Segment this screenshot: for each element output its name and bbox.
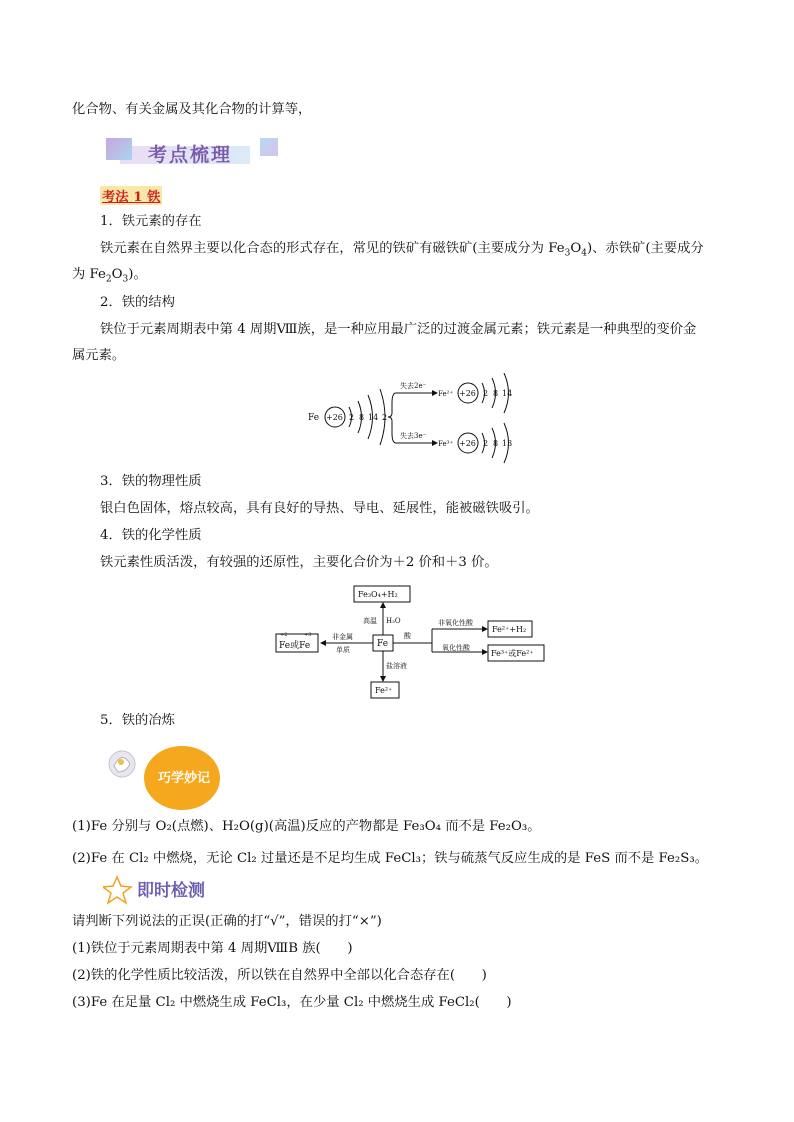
fe-nucleus: +26 — [326, 413, 343, 422]
lose-2e-label: 失去2e⁻ — [400, 382, 427, 390]
left-condition-top: 非金属 — [332, 633, 353, 641]
svg-text:2: 2 — [483, 389, 489, 398]
top-condition-left: 高温 — [363, 617, 377, 625]
section2-heading: 2．铁的结构 — [100, 295, 175, 310]
right-top-product-box: Fe²⁺+H₂ — [492, 625, 527, 634]
section2-paragraph-line1: 铁位于元素周期表中第 4 周期Ⅷ族，是一种应用最广泛的过渡金属元素；铁元素是一种典型的变价金 — [100, 322, 697, 337]
bottom-condition: 盐溶液 — [386, 662, 407, 670]
bottom-product-box: Fe²⁺ — [375, 686, 393, 695]
svg-text:2: 2 — [349, 413, 355, 422]
svg-text:+26: +26 — [459, 389, 476, 398]
check-question-1: (1)铁位于元素周期表中第 4 周期ⅧB 族( ) — [72, 941, 353, 956]
left-condition-bottom: 单质 — [336, 646, 350, 654]
svg-text:14: 14 — [368, 413, 379, 422]
section3-paragraph: 银白色固体，熔点较高，具有良好的导热、导电、延展性，能被磁铁吸引。 — [100, 501, 539, 516]
svg-text:+26: +26 — [459, 439, 476, 448]
check-instruction: 请判断下列说法的正误(正确的打“√”，错误的打“×”) — [72, 914, 382, 929]
fe-symbol: Fe — [308, 413, 320, 423]
tip-badge-label: 巧学妙记 — [158, 771, 211, 786]
top-condition-right: H₂O — [386, 617, 401, 625]
intro-line: 化合物、有关金属及其化合物的计算等， — [72, 102, 312, 117]
fe2-ion-label: Fe²⁺ — [438, 390, 454, 398]
right-top-condition: 非氧化性酸 — [438, 619, 473, 627]
right-condition-acid: 酸 — [404, 632, 411, 640]
left-product-box: Fe或Fe — [279, 641, 311, 651]
svg-text:+3: +3 — [304, 632, 312, 638]
section4-heading: 4．铁的化学性质 — [100, 528, 202, 543]
right-bottom-condition: 氧化性酸 — [442, 644, 470, 652]
svg-text:13: 13 — [502, 439, 513, 448]
svg-text:8: 8 — [359, 413, 365, 422]
check-title: 即时检测 — [137, 881, 205, 901]
svg-text:+2: +2 — [280, 632, 288, 638]
section2-paragraph-line2: 属元素。 — [72, 348, 126, 363]
svg-text:2: 2 — [382, 413, 388, 422]
lose-3e-label: 失去3e⁻ — [400, 432, 427, 440]
tip-badge — [100, 742, 220, 812]
svg-text:2: 2 — [483, 439, 489, 448]
check-question-2: (2)铁的化学性质比较活泼，所以铁在自然界中全部以化合态存在( ) — [72, 968, 487, 983]
tip-1: (1)Fe 分别与 O₂(点燃)、H₂O(g)(高温)反应的产物都是 Fe₃O₄ 而不是 Fe₂O₃。 — [72, 819, 541, 834]
section1-paragraph-line2: 为 $Fe_2O_3$)。 — [72, 267, 147, 285]
check-section-title — [103, 875, 253, 905]
section-banner — [106, 134, 290, 168]
right-bottom-product-box: Fe³⁺或Fe²⁺ — [491, 649, 534, 658]
svg-text:8: 8 — [493, 439, 499, 448]
kaofa-title: 考法 1 铁 — [100, 186, 162, 205]
section4-paragraph: 铁元素性质活泼，有较强的还原性，主要化合价为＋2 价和＋3 价。 — [100, 555, 498, 570]
top-product-box: Fe₃O₄+H₂ — [358, 590, 398, 599]
section1-heading: 1．铁元素的存在 — [100, 214, 202, 229]
iron-reaction-diagram — [274, 582, 546, 706]
tip-2: (2)Fe 在 Cl₂ 中燃烧，无论 Cl₂ 过量还是不足均生成 FeCl₃；铁与硫蒸气反应生成的是 FeS 而不是 Fe₂S₃。 — [72, 851, 708, 866]
section1-paragraph-line1: 铁元素在自然界主要以化合态的形式存在，常见的铁矿有磁铁矿(主要成分为 $Fe_3O_4$)、赤铁矿(主要成分 — [100, 241, 704, 259]
section3-heading: 3．铁的物理性质 — [100, 474, 202, 489]
center-fe: Fe — [377, 639, 389, 649]
svg-text:8: 8 — [493, 389, 499, 398]
iron-atom-structure-diagram — [300, 373, 530, 467]
fe3-ion-label: Fe³⁺ — [438, 440, 454, 448]
svg-text:14: 14 — [502, 389, 513, 398]
section5-heading: 5．铁的冶炼 — [100, 713, 175, 728]
check-question-3: (3)Fe 在足量 Cl₂ 中燃烧生成 FeCl₃，在少量 Cl₂ 中燃烧生成 FeCl₂( ) — [72, 995, 512, 1010]
banner-title: 考点梳理 — [148, 144, 233, 166]
